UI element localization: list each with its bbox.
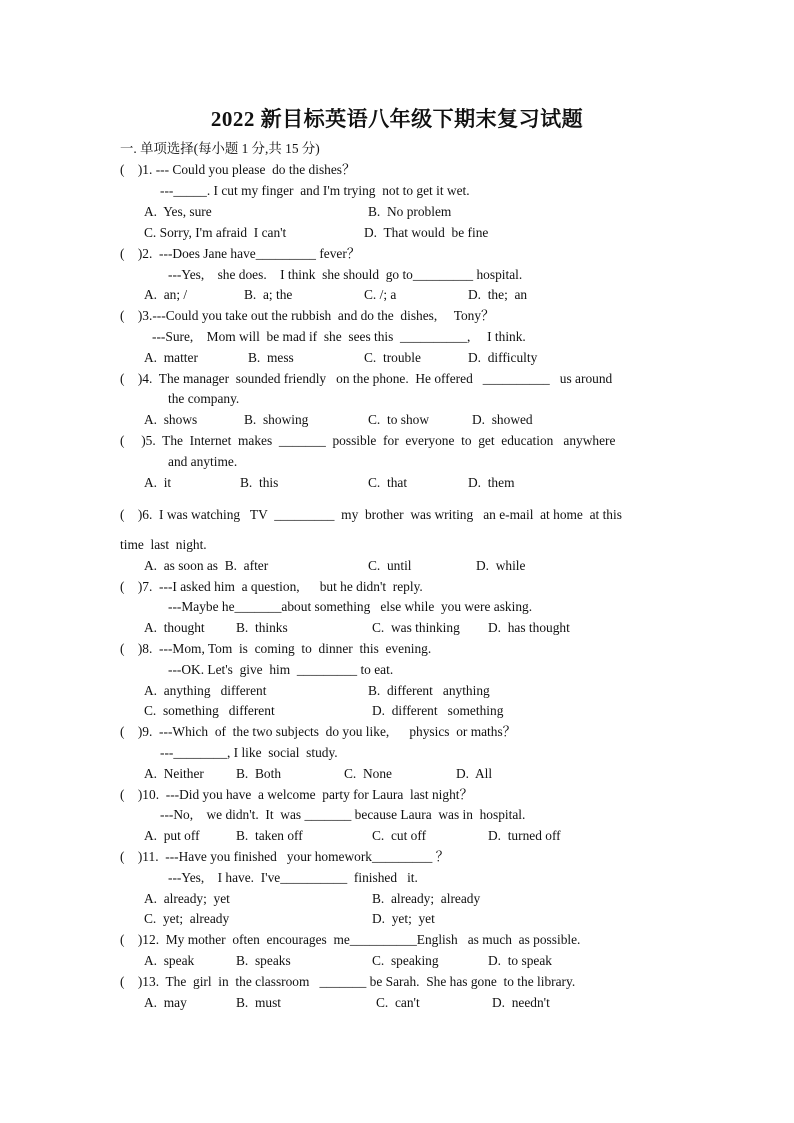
- option-b: B. taken off: [236, 828, 303, 843]
- option-b: B. thinks: [236, 620, 288, 635]
- option-a: A. may: [144, 995, 187, 1010]
- option-d: D. needn't: [492, 995, 550, 1010]
- option-a: A. already; yet: [144, 891, 230, 906]
- option-c: C. something different: [144, 703, 275, 718]
- option-c: C. speaking: [372, 953, 439, 968]
- option-c: C. Sorry, I'm afraid I can't: [144, 225, 287, 240]
- question-continuation: time last night.: [120, 537, 207, 552]
- question-stem: ( )12. My mother often encourages me__________English as much as possible.: [120, 932, 581, 947]
- option-d: D. showed: [472, 412, 533, 427]
- option-b: B. a; the: [244, 287, 293, 302]
- option-c: C. cut off: [372, 828, 427, 843]
- page-title: 2022 新目标英语八年级下期末复习试题: [210, 107, 584, 131]
- option-a: A. shows: [144, 412, 198, 427]
- option-d: D. to speak: [488, 953, 552, 968]
- option-b: B. Both: [236, 766, 282, 781]
- option-b: B. speaks: [236, 953, 291, 968]
- question-stem: ( )3.---Could you take out the rubbish and do the dishes, Tony？: [120, 308, 495, 323]
- question-continuation: ---Maybe he_______about something else while you were asking.: [168, 599, 533, 614]
- option-c: C. until: [368, 558, 412, 573]
- option-a: A. Yes, sure: [144, 204, 212, 219]
- option-b: B. mess: [248, 350, 294, 365]
- option-c: C. that: [368, 475, 408, 490]
- option-d: D. difficulty: [468, 350, 538, 365]
- option-b: B. different anything: [368, 683, 490, 698]
- option-c: C. to show: [368, 412, 430, 427]
- option-b: B. this: [240, 475, 279, 490]
- question-stem: ( )4. The manager sounded friendly on the phone. He offered __________ us around: [120, 371, 613, 386]
- option-b: B. No problem: [368, 204, 452, 219]
- question-continuation: ---OK. Let's give him _________ to eat.: [168, 662, 394, 677]
- question-stem: ( )6. I was watching TV _________ my brother was writing an e-mail at home at this: [120, 507, 622, 522]
- option-c: C. was thinking: [372, 620, 460, 635]
- option-c: C. /; a: [364, 287, 397, 302]
- question-stem: ( )13. The girl in the classroom _______ be Sarah. She has gone to the library.: [120, 974, 576, 989]
- question-continuation: ---________, I like social study.: [160, 745, 338, 760]
- option-b: B. must: [236, 995, 282, 1010]
- option-d: D. the; an: [468, 287, 528, 302]
- question-stem: ( )7. ---I asked him a question, but he didn't reply.: [120, 579, 423, 594]
- option-b: B. already; already: [372, 891, 481, 906]
- question-stem: ( )10. ---Did you have a welcome party for Laura last night？: [120, 787, 473, 802]
- option-d: D. has thought: [488, 620, 570, 635]
- option-c: C. trouble: [364, 350, 421, 365]
- option-d: D. different something: [372, 703, 504, 718]
- option-a: A. Neither: [144, 766, 204, 781]
- option-c: C. yet; already: [144, 911, 230, 926]
- option-d: D. turned off: [488, 828, 561, 843]
- option-a: A. an; /: [144, 287, 188, 302]
- option-a: A. put off: [144, 828, 200, 843]
- option-d: D. All: [456, 766, 493, 781]
- question-continuation: and anytime.: [168, 454, 238, 469]
- section-heading: 一. 单项选择(每小题 1 分,共 15 分): [120, 141, 320, 156]
- question-continuation: ---_____. I cut my finger and I'm trying not to get it wet.: [160, 183, 470, 198]
- question-continuation: the company.: [168, 391, 240, 406]
- question-stem: ( )2. ---Does Jane have_________ fever？: [120, 246, 361, 261]
- question-stem: ( )1. --- Could you please do the dishes？: [120, 162, 356, 177]
- question-stem: ( )11. ---Have you finished your homework_________ ？: [120, 849, 449, 864]
- option-a: A. anything different: [144, 683, 267, 698]
- question-stem: ( )5. The Internet makes _______ possible for everyone to get education anywhere: [120, 433, 616, 448]
- question-continuation: ---No, we didn't. It was _______ because Laura was in hospital.: [160, 807, 526, 822]
- option-a: A. it: [144, 475, 172, 490]
- option-c: C. None: [344, 766, 392, 781]
- question-continuation: ---Sure, Mom will be mad if she sees this __________, I think.: [152, 329, 526, 344]
- option-a: A. speak: [144, 953, 195, 968]
- option-d: D. That would be fine: [364, 225, 489, 240]
- question-stem: ( )9. ---Which of the two subjects do you like, physics or maths？: [120, 724, 517, 739]
- option-a: A. matter: [144, 350, 198, 365]
- question-continuation: ---Yes, she does. I think she should go to_________ hospital.: [168, 267, 523, 282]
- question-stem: ( )8. ---Mom, Tom is coming to dinner this evening.: [120, 641, 432, 656]
- option-d: D. them: [468, 475, 515, 490]
- question-continuation: ---Yes, I have. I've__________ finished it.: [168, 870, 418, 885]
- option-c: C. can't: [376, 995, 420, 1010]
- option-d: D. yet; yet: [372, 911, 435, 926]
- option-b: B. showing: [244, 412, 309, 427]
- option-d: D. while: [476, 558, 526, 573]
- option-a: A. thought: [144, 620, 205, 635]
- option-a-b: A. as soon as B. after: [144, 558, 269, 573]
